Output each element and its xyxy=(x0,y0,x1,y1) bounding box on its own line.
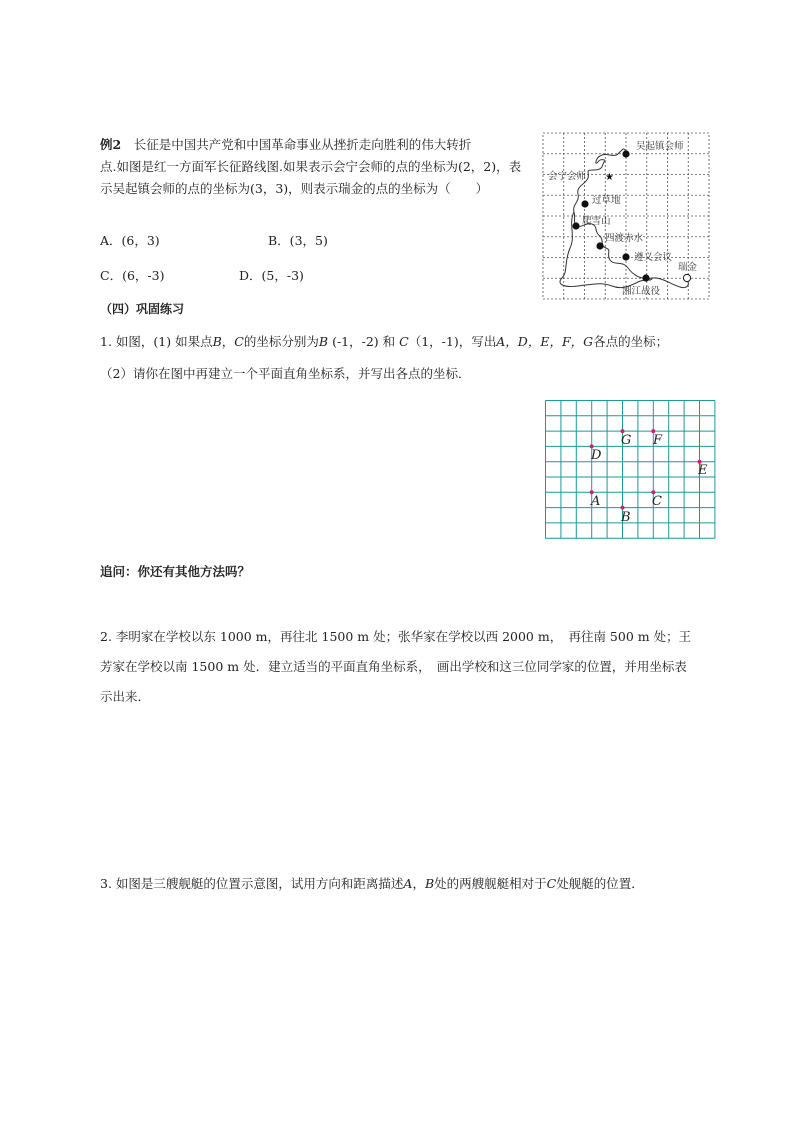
option-d: D．(5，-3) xyxy=(239,268,304,283)
option-b: B．(3，5) xyxy=(268,233,328,248)
wuqi-dot xyxy=(622,150,629,157)
huining-star: ★ xyxy=(605,172,614,183)
long-march-map xyxy=(542,132,710,300)
ruijin-dot xyxy=(683,274,690,281)
option-c: C．(6，-3) xyxy=(100,268,165,283)
xiangjiang-dot xyxy=(642,274,649,281)
label-b: B xyxy=(621,510,631,525)
q2-line3: 示出来． xyxy=(100,689,151,704)
map-label-huining: 会宁会师 xyxy=(548,171,587,182)
label-f: F xyxy=(653,433,663,448)
q3-text: 3. 如图是三艘舰艇的位置示意图，试用方向和距离描述A，B处的两艘舰艇相对于C处舰艇的位置． xyxy=(100,876,644,891)
point-b xyxy=(621,506,625,510)
label-d: D xyxy=(591,448,602,463)
follow-up-question: 追问：你还有其他方法吗？ xyxy=(100,564,251,579)
coordinate-grid xyxy=(545,400,716,539)
zunyi-dot xyxy=(622,253,629,260)
example2-line2: 点.如图是红一方面军长征路线图.如果表示会宁会师的点的坐标为(2，2)，表 xyxy=(100,159,522,174)
q2-text xyxy=(100,622,710,712)
q2-line2: 芳家在学校以南 1500 m 处．建立适当的平面直角坐标系， 画出学校和这三位同学家的位置，并用坐标表 xyxy=(100,659,687,674)
option-a: A．(6，3) xyxy=(100,233,160,248)
example2-label: 例2 xyxy=(100,137,122,152)
label-e: E xyxy=(698,463,708,478)
map-label-wuqi: 吴起镇会师 xyxy=(636,141,684,152)
example2-text xyxy=(100,134,540,200)
map-label-caodi: 过草地 xyxy=(592,195,621,206)
q2-line1: 2. 李明家在学校以东 1000 m，再往北 1500 m 处；张华家在学校以西 2000 m， 再往南 500 m 处；王 xyxy=(100,629,692,644)
chishui-dot xyxy=(596,242,603,249)
map-label-chishui: 四渡赤水 xyxy=(605,233,644,244)
example2-line1: 长征是中国共产党和中国革命事业从挫折走向胜利的伟大转折 xyxy=(133,137,472,152)
label-c: C xyxy=(652,494,662,509)
q1-line2: （2）请你在图中再建立一个平面直角坐标系，并写出各点的坐标． xyxy=(100,366,471,381)
map-label-xueshan: 爬雪山 xyxy=(582,216,611,227)
q1-line1: 1. 如图，(1) 如果点B，C的坐标分别为B (-1，-2) 和 C（1，-1)，写出A，D，E，F，G各点的坐标； xyxy=(100,334,669,349)
example2-line3: 示吴起镇会师的点的坐标为(3，3)，则表示瑞金的点的坐标为（ ） xyxy=(100,181,489,196)
caodi-dot xyxy=(581,200,588,207)
label-g: G xyxy=(621,433,632,448)
xueshan-dot xyxy=(572,222,579,229)
label-a: A xyxy=(591,494,601,509)
section4-title: （四）巩固练习 xyxy=(100,302,185,316)
map-label-xiangjiang: 湘江战役 xyxy=(622,286,661,297)
map-label-zunyi: 遵义会议 xyxy=(634,252,673,263)
map-label-ruijin: 瑞金 xyxy=(678,262,698,273)
